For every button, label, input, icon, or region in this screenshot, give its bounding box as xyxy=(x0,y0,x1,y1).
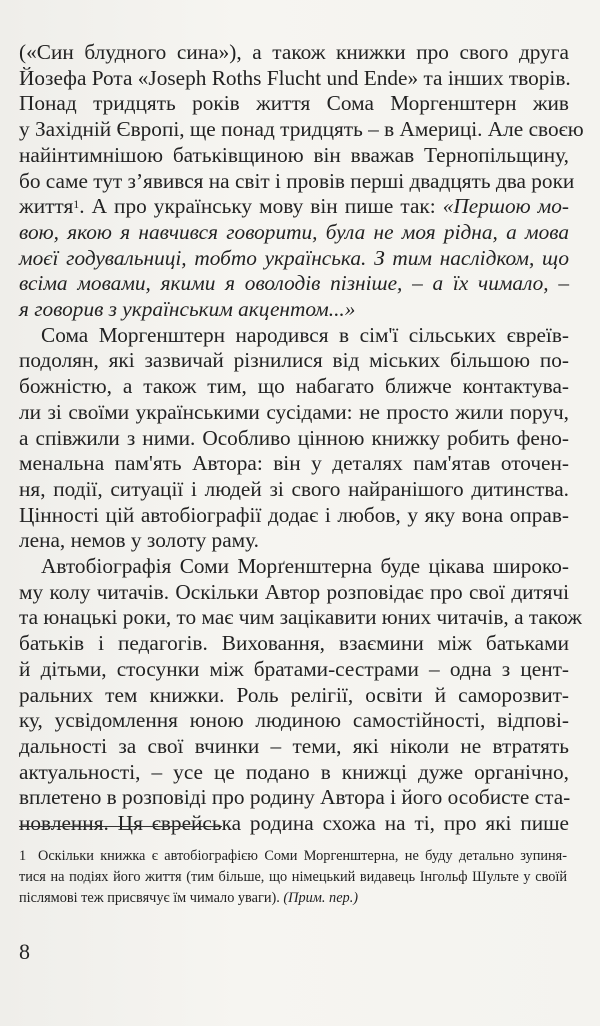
text-line: бо саме тут з’явився на світ і провів перші двадцять два роки xyxy=(19,168,575,193)
footnote-marker: 1 xyxy=(73,197,80,212)
text-line: ли зі своїми українськими сусідами: не просто жили поруч, xyxy=(19,399,569,424)
text-line: найінтимнішою батьківщиною він вважав Тернопільщину, xyxy=(19,142,569,167)
text-line: актуальності, – усе це подано в книжці дуже органічно, xyxy=(19,759,569,784)
quote-line: я говорив з українським акцентом...» xyxy=(19,297,356,322)
text-line: Йозефа Рота «Joseph Roths Flucht und Ende» та інших творів. xyxy=(19,65,571,90)
text-line: у Західній Європі, ще понад тридцять – в Америці. Але своєю xyxy=(19,117,584,142)
footnote-line xyxy=(19,846,567,867)
text-line: вплетено в розповіді про родину Автора і його особисте ста- xyxy=(19,785,571,810)
text-line: божністю, а також тим, що набагато ближче контактува- xyxy=(19,374,569,399)
text-line: подолян, які зазвичай різнилися від міських більшою по- xyxy=(19,348,569,373)
text-line: менальна пам'ять Автора: він у деталях пам'ятав оточен- xyxy=(19,451,569,476)
footnote-divider xyxy=(19,826,222,827)
text-line: новлення. Ця єврейська родина схожа на ті, про які пише xyxy=(19,811,569,836)
page-number: 8 xyxy=(19,939,30,964)
text-line: му колу читачів. Оскільки Автор розповідає про свої дитячі xyxy=(19,579,569,604)
text-line: дальності за свої вчинки – теми, які ніколи не втратять xyxy=(19,733,569,758)
footnote-text: Оскільки книжка є автобіографією Соми Моргенштерна, не буду детально зупиня- xyxy=(38,848,567,864)
text-line: ку, усвідомлення юною людиною самостійності, відпові- xyxy=(19,708,569,733)
text-segment: . А про українську мову він пише так: xyxy=(79,194,443,219)
quote-line: вою, якою я навчився говорити, була не моя рідна, а мова xyxy=(19,219,569,244)
text-line: а співжили з ними. Особливо цінною книжку робить фено- xyxy=(19,425,569,450)
text-line: лена, немов у золоту раму. xyxy=(19,528,259,553)
text-line: Автобіографія Соми Морґенштерна буде цікава широко- xyxy=(41,554,569,579)
text-line: та юнацькі роки, то має чим зацікавити юних читачів, а також xyxy=(19,605,582,630)
text-line: Сома Моргенштерн народився в сім'ї сільських євреїв- xyxy=(41,322,569,347)
text-line: й дітьми, стосунки між братами-сестрами – одна з цент- xyxy=(19,656,569,681)
footnote-text: післямові теж присвячує їм чимало уваги). xyxy=(19,890,284,906)
quote-segment: «Першою мо- xyxy=(442,194,569,219)
footnote-line: тися на подіях його життя (тим більше, що німецький видавець Інгольф Шульте у своїй xyxy=(19,869,567,885)
quote-line: всіма мовами, якими я оволодів пізніше, – а їх чимало, – xyxy=(19,271,569,296)
text-line: Цінності цій автобіографії додає і любов, у яку вона оправ- xyxy=(19,502,569,527)
text-line: батьків і педагогів. Виховання, взаємини між батьками xyxy=(19,631,569,656)
text-segment: життя xyxy=(19,194,74,219)
text-line: («Син блудного сина»), а також книжки про свого друга xyxy=(19,40,569,64)
text-line: ральних тем книжки. Роль релігії, освіти й саморозвит- xyxy=(19,682,569,707)
footnote-line xyxy=(19,888,567,909)
footnote xyxy=(19,846,567,909)
text-line: Понад тридцять років життя Сома Моргенштерн жив xyxy=(19,91,569,116)
translator-note: (Прим. пер.) xyxy=(283,890,359,906)
text-line: ня, події, ситуації і людей зі свого найранішого дитинства. xyxy=(19,476,569,501)
body-text xyxy=(19,40,584,837)
quote-line: моєї годувальниці, тобто українська. З тим наслідком, що xyxy=(19,245,569,270)
footnote-number: 1 xyxy=(19,848,27,864)
text-line xyxy=(19,194,569,220)
